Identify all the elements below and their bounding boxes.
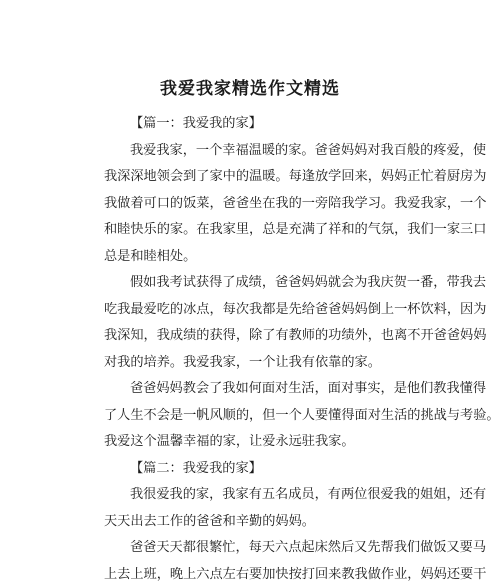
- text-line: 上去上班，晚上六点左右要加快按打回来教我做作业，妈妈还要干: [104, 562, 426, 588]
- text-line: 我爱我家，一个幸福温暖的家。爸爸妈妈对我百般的疼爱，使: [104, 138, 426, 165]
- text-line: 和睦快乐的家。在我家里，总是充满了祥和的气氛，我们一家三口: [104, 217, 426, 244]
- text-line: 爸爸妈妈教会了我如何面对生活，面对事实，是他们教我懂得: [104, 376, 426, 403]
- text-line: 假如我考试获得了成绩，爸爸妈妈就会为我庆贺一番，带我去: [104, 270, 426, 297]
- text-line: 我爱这个温馨幸福的家，让爱永远驻我家。: [104, 429, 426, 456]
- text-line: 总是和睦相处。: [104, 244, 426, 271]
- text-line: 天天出去工作的爸爸和辛勤的妈妈。: [104, 509, 426, 536]
- text-line: 吃我最爱吃的冰点，每次我都是先给爸爸妈妈倒上一杯饮料，因为: [104, 297, 426, 324]
- text-line: 我深知，我成绩的获得，除了有教师的功绩外，也离不开爸爸妈妈: [104, 323, 426, 350]
- text-line: 了人生不会是一帆风顺的，但一个人要懂得面对生活的挑战与考验。: [104, 403, 426, 430]
- text-line: 我深深地领会到了家中的温暖。每逢放学回来，妈妈正忙着厨房为: [104, 164, 426, 191]
- document-body: [104, 111, 426, 588]
- document-title: 我爱我家精选作文精选: [0, 74, 500, 99]
- section-heading: 【篇一：我爱我的家】: [104, 111, 426, 138]
- text-line: 爸爸天天都很繁忙，每天六点起床然后又先帮我们做饭又要马: [104, 535, 426, 562]
- section-heading: 【篇二：我爱我的家】: [104, 456, 426, 483]
- text-line: 我很爱我的家，我家有五名成员，有两位很爱我的姐姐，还有: [104, 482, 426, 509]
- text-line: 我做着可口的饭菜，爸爸坐在我的一旁陪我学习。我爱我家，一个: [104, 191, 426, 218]
- text-line: 对我的培养。我爱我家，一个让我有依靠的家。: [104, 350, 426, 377]
